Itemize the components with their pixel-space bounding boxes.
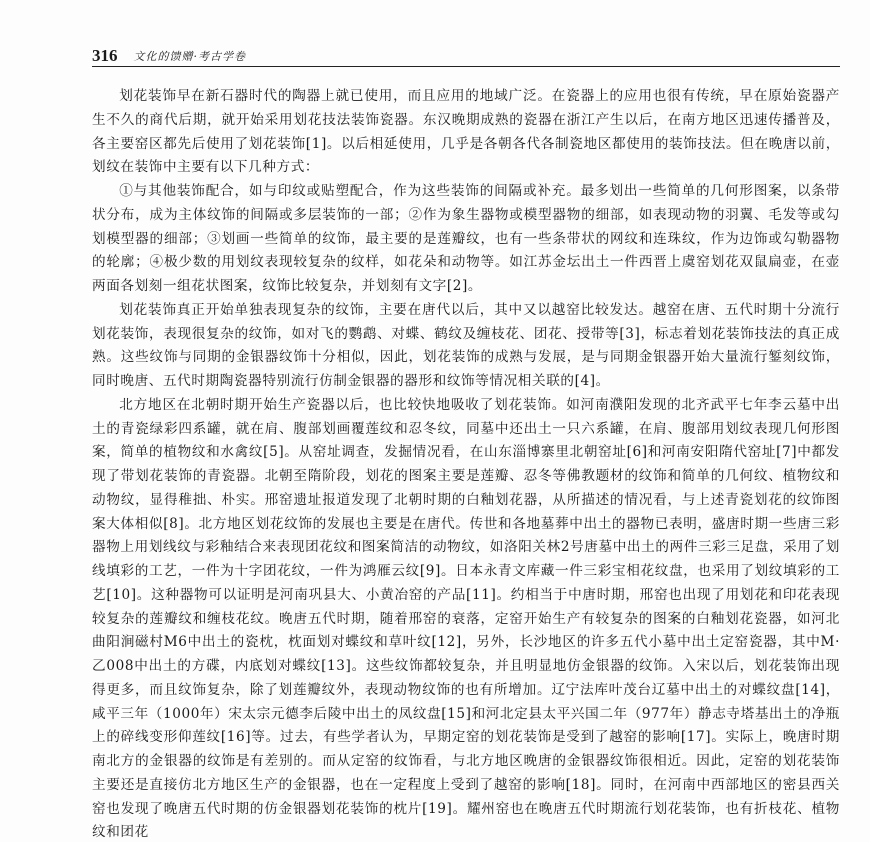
paragraph: 划花装饰早在新石器时代的陶器上就已使用，而且应用的地域广泛。在瓷器上的应用也很有传统，早在原始瓷器产生不久的商代后期，就开始采用划花技法装饰瓷器。东汉晚期成熟的瓷器在浙江产生以后，在南方地区迅速传播普及，各主要窑区都先后使用了划花装饰[1]。以后相延使用，几乎是各朝各代各制瓷地区都使用的装饰技法。但在晚唐以前，划纹在装饰中主要有以下几种方式：	[92, 88, 840, 176]
running-title: 文化的馈赠·考古学卷	[133, 50, 246, 63]
paragraph: 划花装饰真正开始单独表现复杂的纹饰，主要在唐代以后，其中又以越窑比较发达。越窑在唐、五代时期十分流行划花装饰，表现很复杂的纹饰，如对飞的鹦鹉、对蝶、鹤纹及缠枝花、团花、授带等[3]，标志着划花装饰技法的真正成熟。这些纹饰与同期的金银器纹饰十分相似，因此，划花装饰的成熟与发展，是与同期金银器开始大量流行錾刻纹饰，同时晚唐、五代时期陶瓷器特别流行仿制金银器的器形和纹饰等情况相关联的[4]。	[92, 301, 840, 389]
body-text	[92, 85, 840, 845]
page-header	[92, 44, 840, 67]
paragraph: ①与其他装饰配合，如与印纹或贴塑配合，作为这些装饰的间隔或补充。最多划出一些简单的几何形图案，以条带状分布，成为主体纹饰的间隔或多层装饰的一部；②作为象生器物或模型器物的细部，如表现动物的羽翼、毛发等或勾划模型器的细部；③划画一些简单的纹饰，最主要的是莲瓣纹，也有一些条带状的网纹和连珠纹，作为边饰或勾勒器物的轮廓；④极少数的用划纹表现较复杂的纹样，如花朵和动物等。如江苏金坛出土一件西晋上虞窑划花双鼠扁壶，在壶两面各划刻一组花状图案，纹饰比较复杂，并划刻有文字[2]。	[92, 183, 840, 294]
paragraph: 北方地区在北朝时期开始生产瓷器以后，也比较快地吸收了划花装饰。如河南濮阳发现的北齐武平七年李云墓中出土的青瓷绿彩四系罐，就在肩、腹部划画覆莲纹和忍冬纹，同墓中还出土一只六系罐，在肩、腹部用划纹表现几何形图案，简单的植物纹和水禽纹[5]。从窑址调查，发掘情况看，在山东淄博寨里北朝窑址[6]和河南安阳隋代窑址[7]中都发现了带划花装饰的青瓷器。北朝至隋阶段，划花的图案主要是莲瓣、忍冬等佛教题材的纹饰和简单的几何纹、植物纹和动物纹，显得稚拙、朴实。邢窑遗址报道发现了北朝时期的白釉划花器，从所描述的情况看，与上述青瓷划花的纹饰图案大体相似[8]。北方地区划花纹饰的发展也主要是在唐代。传世和各地墓葬中出土的器物已表明，盛唐时期一些唐三彩器物上用划线纹与彩釉结合来表现团花纹和图案简洁的动物纹，如洛阳关林2号唐墓中出土的两件三彩三足盘，采用了划线填彩的工艺，一件为十字团花纹，一件为鸿雁云纹[9]。日本永青文库藏一件三彩宝相花纹盘，也采用了划纹填彩的工艺[10]。这种器物可以证明是河南巩县大、小黄冶窑的产品[11]。约相当于中唐时期，邢窑也出现了用划花和印花表现较复杂的莲瓣纹和缠枝花纹。晚唐五代时期，随着邢窑的衰落，定窑开始生产有较复杂的图案的白釉划花瓷器，如河北曲阳涧磁村M6中出土的瓷枕，枕面划对蝶纹和草叶纹[12]，另外，长沙地区的许多五代小墓中出土定窑瓷器，其中M·乙008中出土的方碟，内底划对蝶纹[13]。这些纹饰都较复杂，并且明显地仿金银器的纹饰。入宋以后，划花装饰出现得更多，而且纹饰复杂，除了划莲瓣纹外，表现动物纹饰的也有所增加。辽宁法库叶茂台辽墓中出土的对蝶纹盘[14]，咸平三年（1000年）宋太宗元德李后陵中出土的凤纹盘[15]和河北定县太平兴国二年（977年）静志寺塔基出土的净瓶上的碎线变形仰莲纹[16]等。过去，有些学者认为，早期定窑的划花装饰是受到了越窑的影响[17]。实际上，晚唐时期南北方的金银器的纹饰是有差别的。而从定窑的纹饰看，与北方地区晚唐的金银器纹饰很相近。因此，定窑的划花装饰主要还是直接仿北方地区生产的金银器，也在一定程度上受到了越窑的影响[18]。同时，在河南中西部地区的密县西关窑也发现了晚唐五代时期的仿金银器划花装饰的枕片[19]。耀州窑也在晚唐五代时期流行划花装饰，也有折枝花、植物纹和团花	[92, 396, 840, 841]
page-number: 316	[92, 46, 118, 65]
